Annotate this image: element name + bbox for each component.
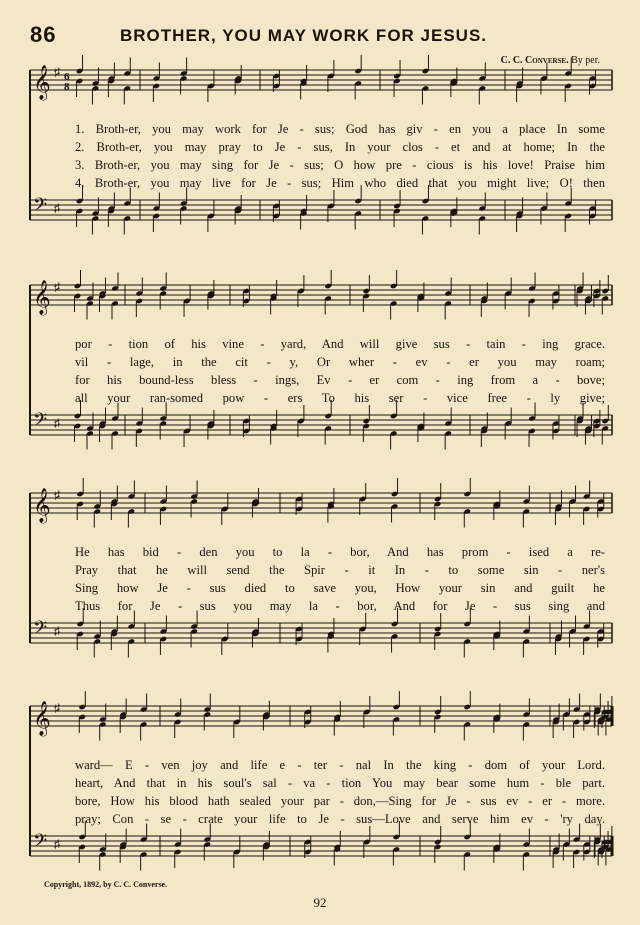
footer-page-number: 92: [313, 895, 327, 910]
bass-staff: [30, 608, 612, 658]
sharp-icon: ♯: [54, 624, 60, 638]
sharp-icon: ♯: [54, 837, 60, 851]
treble-staff: [30, 478, 612, 528]
bass-clef-icon: 𝄢: [33, 410, 48, 435]
time-signature: 6: [64, 71, 70, 83]
sharp-icon: ♯: [54, 416, 60, 430]
treble-clef-icon: 𝄞: [33, 65, 51, 100]
lyric-line: por - tion of his vine - yard, And will give sus - tain - ing grace.: [75, 337, 605, 351]
lyric-line: pray; Con - se - crate your life to Je - sus—Love and serve him ev - 'ry day.: [75, 812, 605, 826]
treble-clef-icon: 𝄞: [33, 280, 51, 315]
bass-clef-icon: 𝄢: [33, 831, 48, 856]
sharp-icon: ♯: [54, 65, 60, 79]
bass-staff: [30, 821, 613, 871]
sharp-icon: ♯: [54, 201, 60, 215]
bass-clef-icon: 𝄢: [33, 618, 48, 643]
lyric-line: ward— E - ven joy and life e - ter - nal In the king - dom of your Lord.: [75, 758, 605, 772]
permission-note: By per.: [571, 55, 600, 66]
bass-clef-icon: 𝄢: [33, 195, 48, 220]
treble-clef-icon: 𝄞: [33, 701, 51, 736]
sharp-icon: ♯: [54, 280, 60, 294]
page-number: 86: [30, 22, 57, 47]
lyric-line: Thus for Je - sus you may la - bor, And for Je - sus sing and: [75, 599, 605, 613]
composer-credit: [420, 55, 600, 66]
lyric-line: all your ran-somed pow - ers To his ser - vice free - ly give;: [75, 391, 605, 405]
treble-staff: [30, 270, 612, 320]
lyric-line: bore, How his blood hath sealed your par - don,—Sing for Je - sus ev - er - more.: [75, 794, 605, 808]
sharp-icon: ♯: [54, 701, 60, 715]
bass-staff: [30, 185, 612, 235]
bass-staff: [30, 400, 612, 450]
lyric-line: for his bound-less bless - ings, Ev - er com - ing from a - bove;: [75, 373, 605, 387]
hymn-title: BROTHER, YOU MAY WORK FOR JESUS.: [120, 26, 488, 45]
copyright-notice: Copyright, 1892, by C. C. Converse.: [44, 880, 168, 889]
lyric-line: vil - lage, in the cit - y, Or wher - ev - er you may roam;: [75, 355, 605, 369]
lyric-line: Pray that he will send the Spir - it In - to some sin - ner's: [75, 563, 605, 577]
sharp-icon: ♯: [54, 488, 60, 502]
lyric-line: 2. Broth-er, you may pray to Je - sus, In your clos - et and at home; In the: [75, 140, 605, 154]
lyric-line: 1. Broth-er, you may work for Je - sus; God has giv - en you a place In some: [75, 122, 605, 136]
lyric-line: 4. Broth-er, you may live for Je - sus; Him who died that you might live; O! then: [75, 176, 605, 190]
time-signature: 8: [64, 81, 70, 93]
treble-clef-icon: 𝄞: [33, 488, 51, 523]
lyric-line: 3. Broth-er, you may sing for Je - sus; O how pre - cious is his love! Praise him: [75, 158, 605, 172]
treble-staff: [30, 691, 613, 741]
lyric-line: heart, And that in his soul's sal - va - tion You may bear some hum - ble part.: [75, 776, 605, 790]
lyric-line: Sing how Je - sus died to save you, How your sin and guilt he: [75, 581, 605, 595]
composer-name: C. C. Converse.: [500, 55, 569, 66]
lyric-line: He has bid - den you to la - bor, And has prom - ised a re-: [75, 545, 605, 559]
